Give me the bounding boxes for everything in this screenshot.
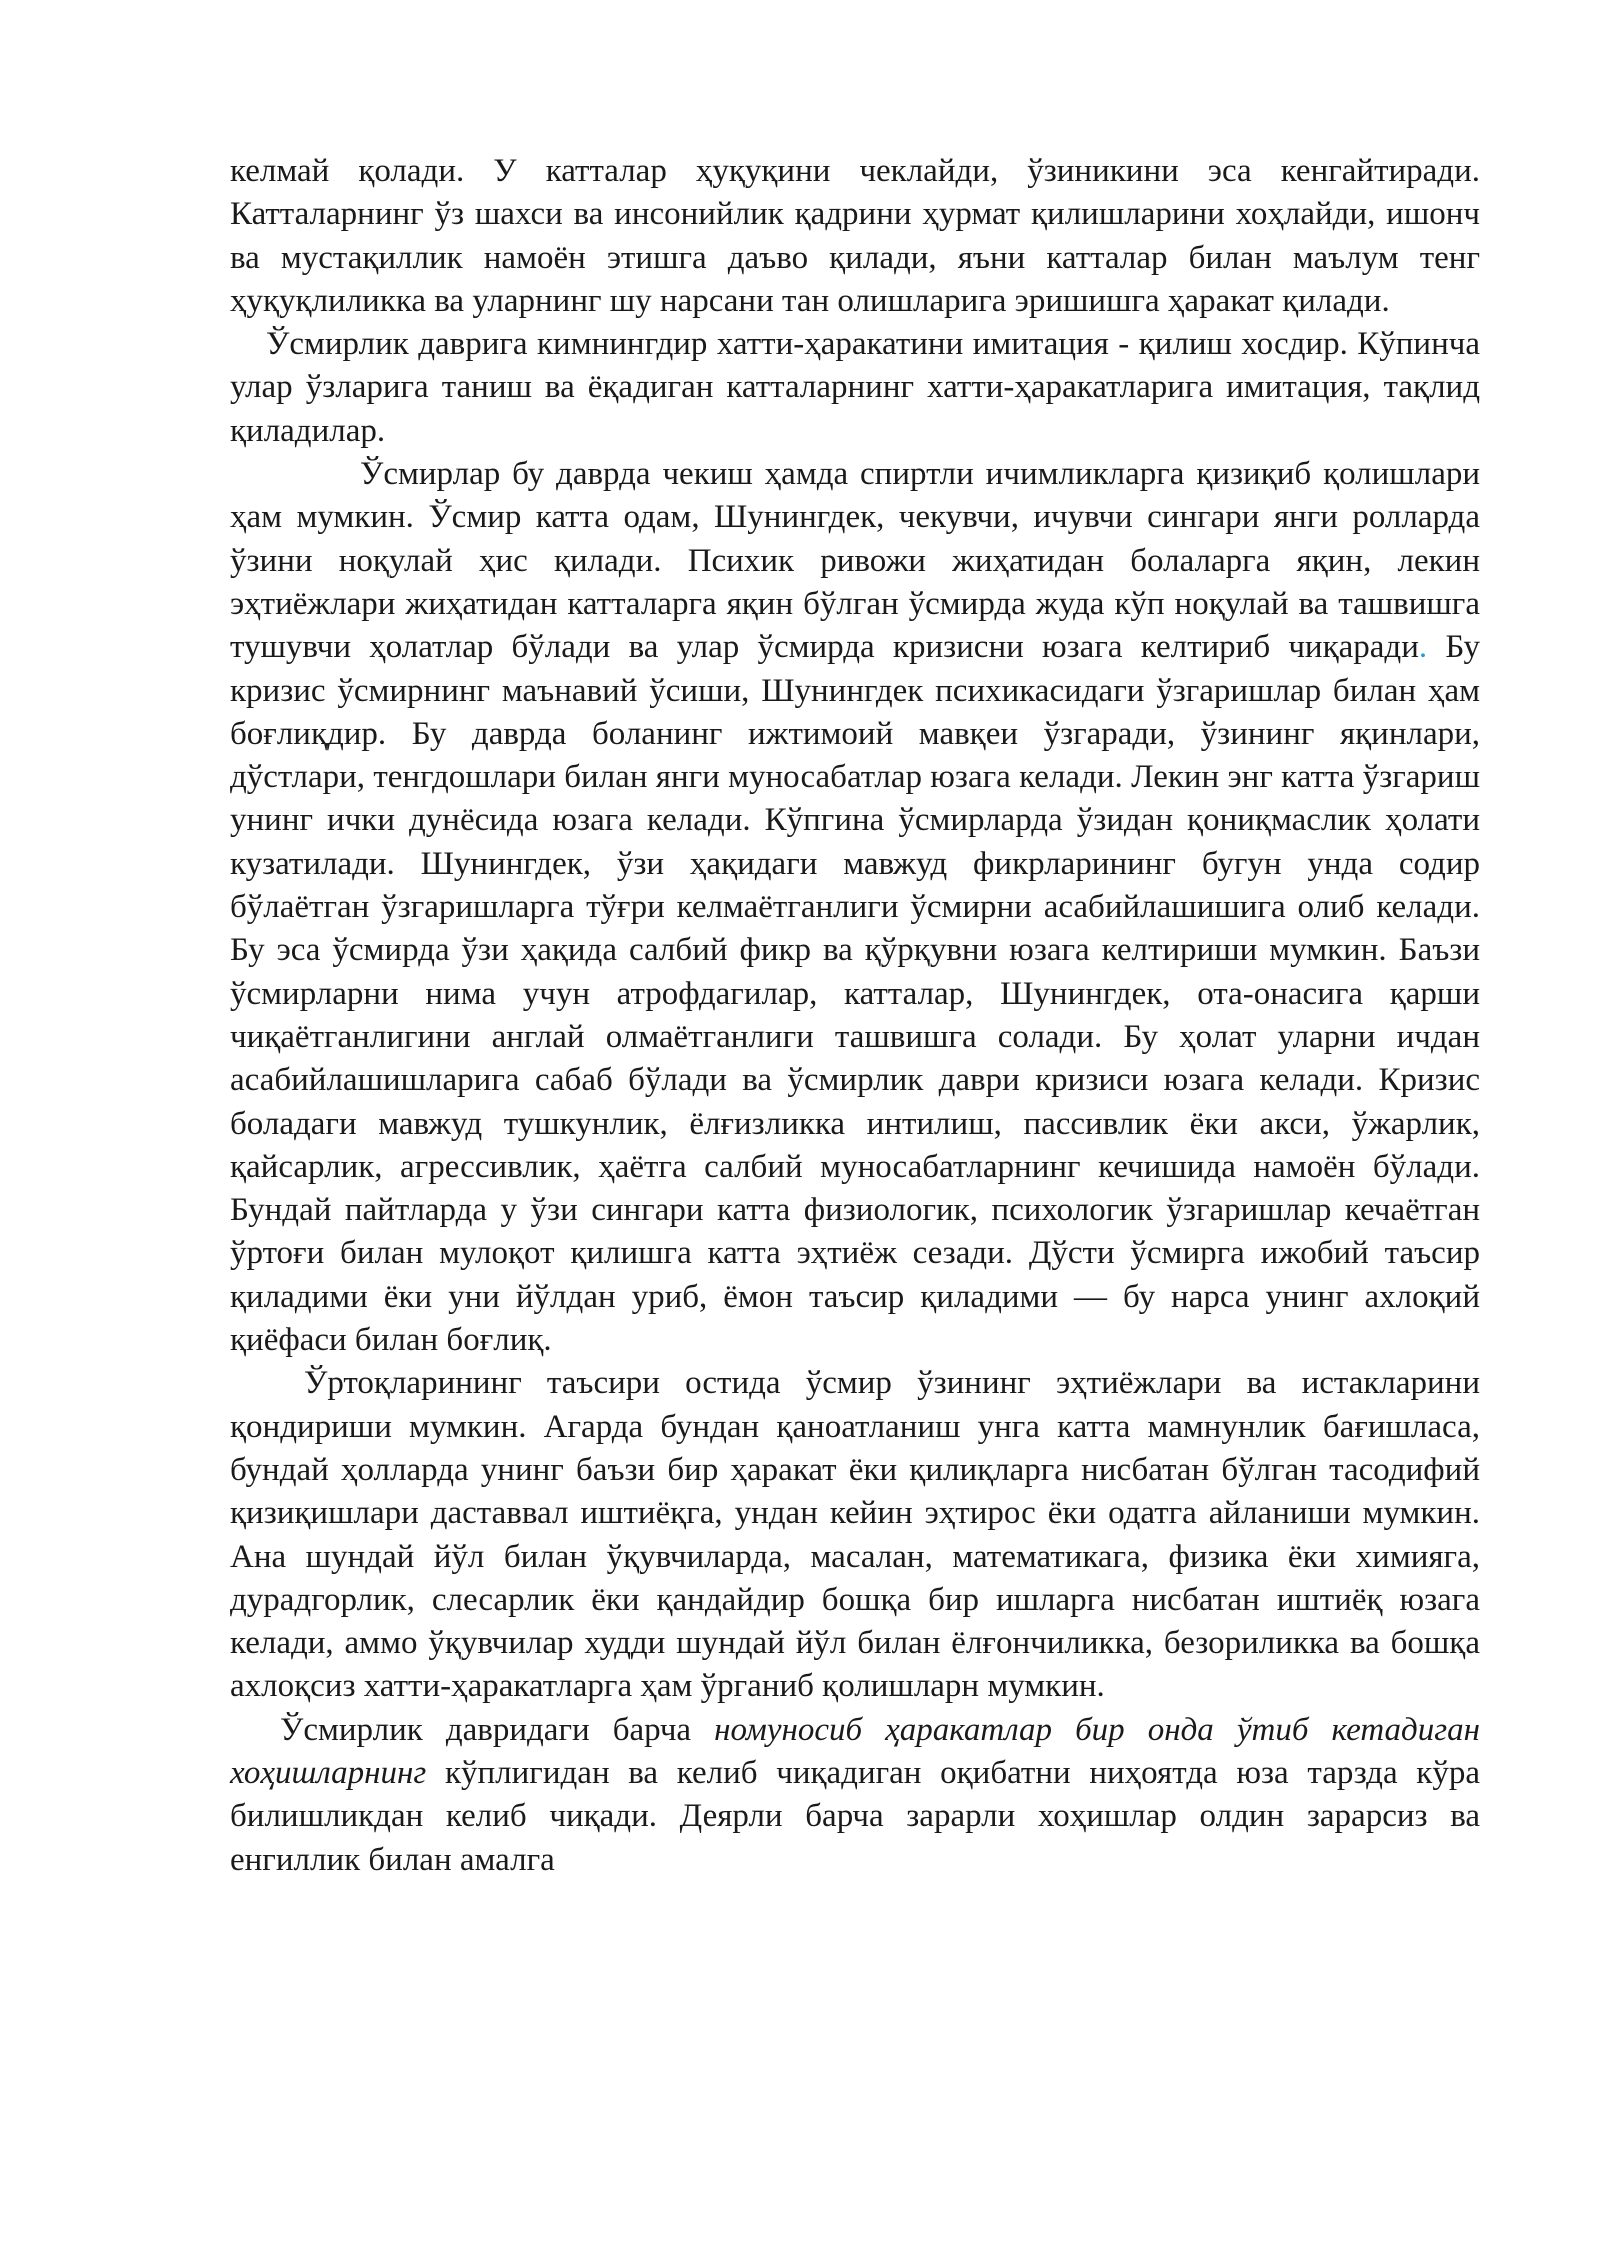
paragraph-5-part-b: кўплигидан ва келиб чиқадиган оқибатни ниҳоятда юза тарзда кўра билишликдан келиб чиқади. Деярли барча зарарли хоҳишлар олдин зарарсиз ва енгиллик билан амалга bbox=[230, 1754, 1480, 1878]
paragraph-1: келмай қолади. У катталар ҳуқуқини чеклайди, ўзиникини эса кенгайтиради. Катталарнинг ўз шахси ва инсонийлик қадрини ҳурмат қилишларини хоҳлайди, ишонч ва мустақиллик намоён этишга даъво қилади, яъни катталар билан маълум тенг ҳуқуқлиликка ва уларнинг шу нарсани тан олишларига эришишга ҳаракат қилади. bbox=[230, 153, 1480, 319]
paragraph-3 bbox=[230, 453, 1480, 1362]
paragraph-3-part-b: Бу кризис ўсмирнинг маънавий ўсиши, Шунингдек психикасидаги ўзгаришлар билан ҳам боғлиқдир. Бу даврда боланинг ижтимоий мавқеи ўзгаради, ўзининг яқинлари, дўстлари, тенгдошлари билан янги муносабатлар юзага келади. Лекин энг катта ўзгариш унинг ички дунёсида юзага келади. Кўпгина ўсмирларда ўзидан қониқмаслик ҳолати кузатилади. Шунингдек, ўзи ҳақидаги мавжуд фикрларининг бугун унда содир бўлаётган ўзгаришларга тўғри келмаётганлиги ўсмирни асабийлашишига олиб келади. Бу эса ўсмирда ўзи ҳақида салбий фикр ва қўрқувни юзага келтириши мумкин. Баъзи ўсмирларни нима учун атрофдагилар, катталар, Шунингдек, ота-онасига қарши чиқаётганлигини англай олмаётганлиги ташвишга солади. Бу ҳолат уларни ичдан асабийлашишларига сабаб бўлади ва ўсмирлик даври кризиси юзага келади. Кризис боладаги мавжуд тушкунлик, ёлғизликка интилиш, пассивлик ёки акси, ўжарлик, қайсарлик, агрессивлик, ҳаётга салбий муносабатларнинг кечишида намоён бўлади. Бундай пайтларда у ўзи сингари катта физиологик, психологик ўзгаришлар кечаётган ўртоғи билан мулоқот қилишга катта эҳтиёж сезади. Дўсти ўсмирга ижобий таъсир қиладими ёки уни йўлдан уриб, ёмон таъсир қиладими — бу нарса унинг ахлоқий қиёфаси билан боғлиқ. bbox=[230, 629, 1480, 1359]
paragraph-5-part-a: Ўсмирлик давридаги барча bbox=[280, 1711, 715, 1748]
paragraph-5-italic: номуносиб ҳаракатлар бир онда ўтиб кетадиган хоҳишларнинг bbox=[230, 1711, 1481, 1791]
paragraph-3-part-a: Ўсмирлар бу даврда чекиш ҳамда спиртли ичимликларга қизиқиб қолишлари ҳам мумкин. Ўсмир катта одам, Шунингдек, чекувчи, ичувчи сингари янги ролларда ўзини ноқулай ҳис қилади. Психик ривожи жиҳатидан болаларга яқин, лекин эҳтиёжлари жиҳатидан катталарга яқин бўлган ўсмирда жуда кўп ноқулай ва ташвишга тушувчи ҳолатлар бўлади ва улар ўсмирда кризисни юзага келтириб чиқаради bbox=[230, 456, 1480, 666]
document-body bbox=[230, 150, 1480, 1882]
paragraph-3-accent-dot: . bbox=[1418, 629, 1428, 666]
paragraph-5 bbox=[230, 1709, 1480, 1882]
paragraph-4: Ўртоқларининг таъсири остида ўсмир ўзининг эҳтиёжлари ва истакларини қондириши мумкин. Агарда бундан қаноатланиш унга катта мамнунлик бағишласа, бундай ҳолларда унинг баъзи бир ҳаракат ёки қилиқларга нисбатан бўлган тасодифий қизиқишлари даставвал иштиёқга, ундан кейин эҳтирос ёки одатга айланиши мумкин. Ана шундай йўл билан ўқувчиларда, масалан, математикага, физика ёки химияга, дурадгорлик, слесарлик ёки қандайдир бошқа бир ишларга нисбатан иштиёқ юзага келади, аммо ўқувчилар худди шундай йўл билан ёлғончиликка, безориликка ва бошқа ахлоқсиз хатти-ҳаракатларга ҳам ўрганиб қолишларн мумкин. bbox=[230, 1365, 1480, 1705]
paragraph-2: Ўсмирлик даврига кимнингдир хатти-ҳаракатини имитация - қилиш хосдир. Кўпинча улар ўзларига таниш ва ёқадиган катталарнинг хатти-ҳаракатларига имитация, тақлид қиладилар. bbox=[230, 326, 1480, 449]
